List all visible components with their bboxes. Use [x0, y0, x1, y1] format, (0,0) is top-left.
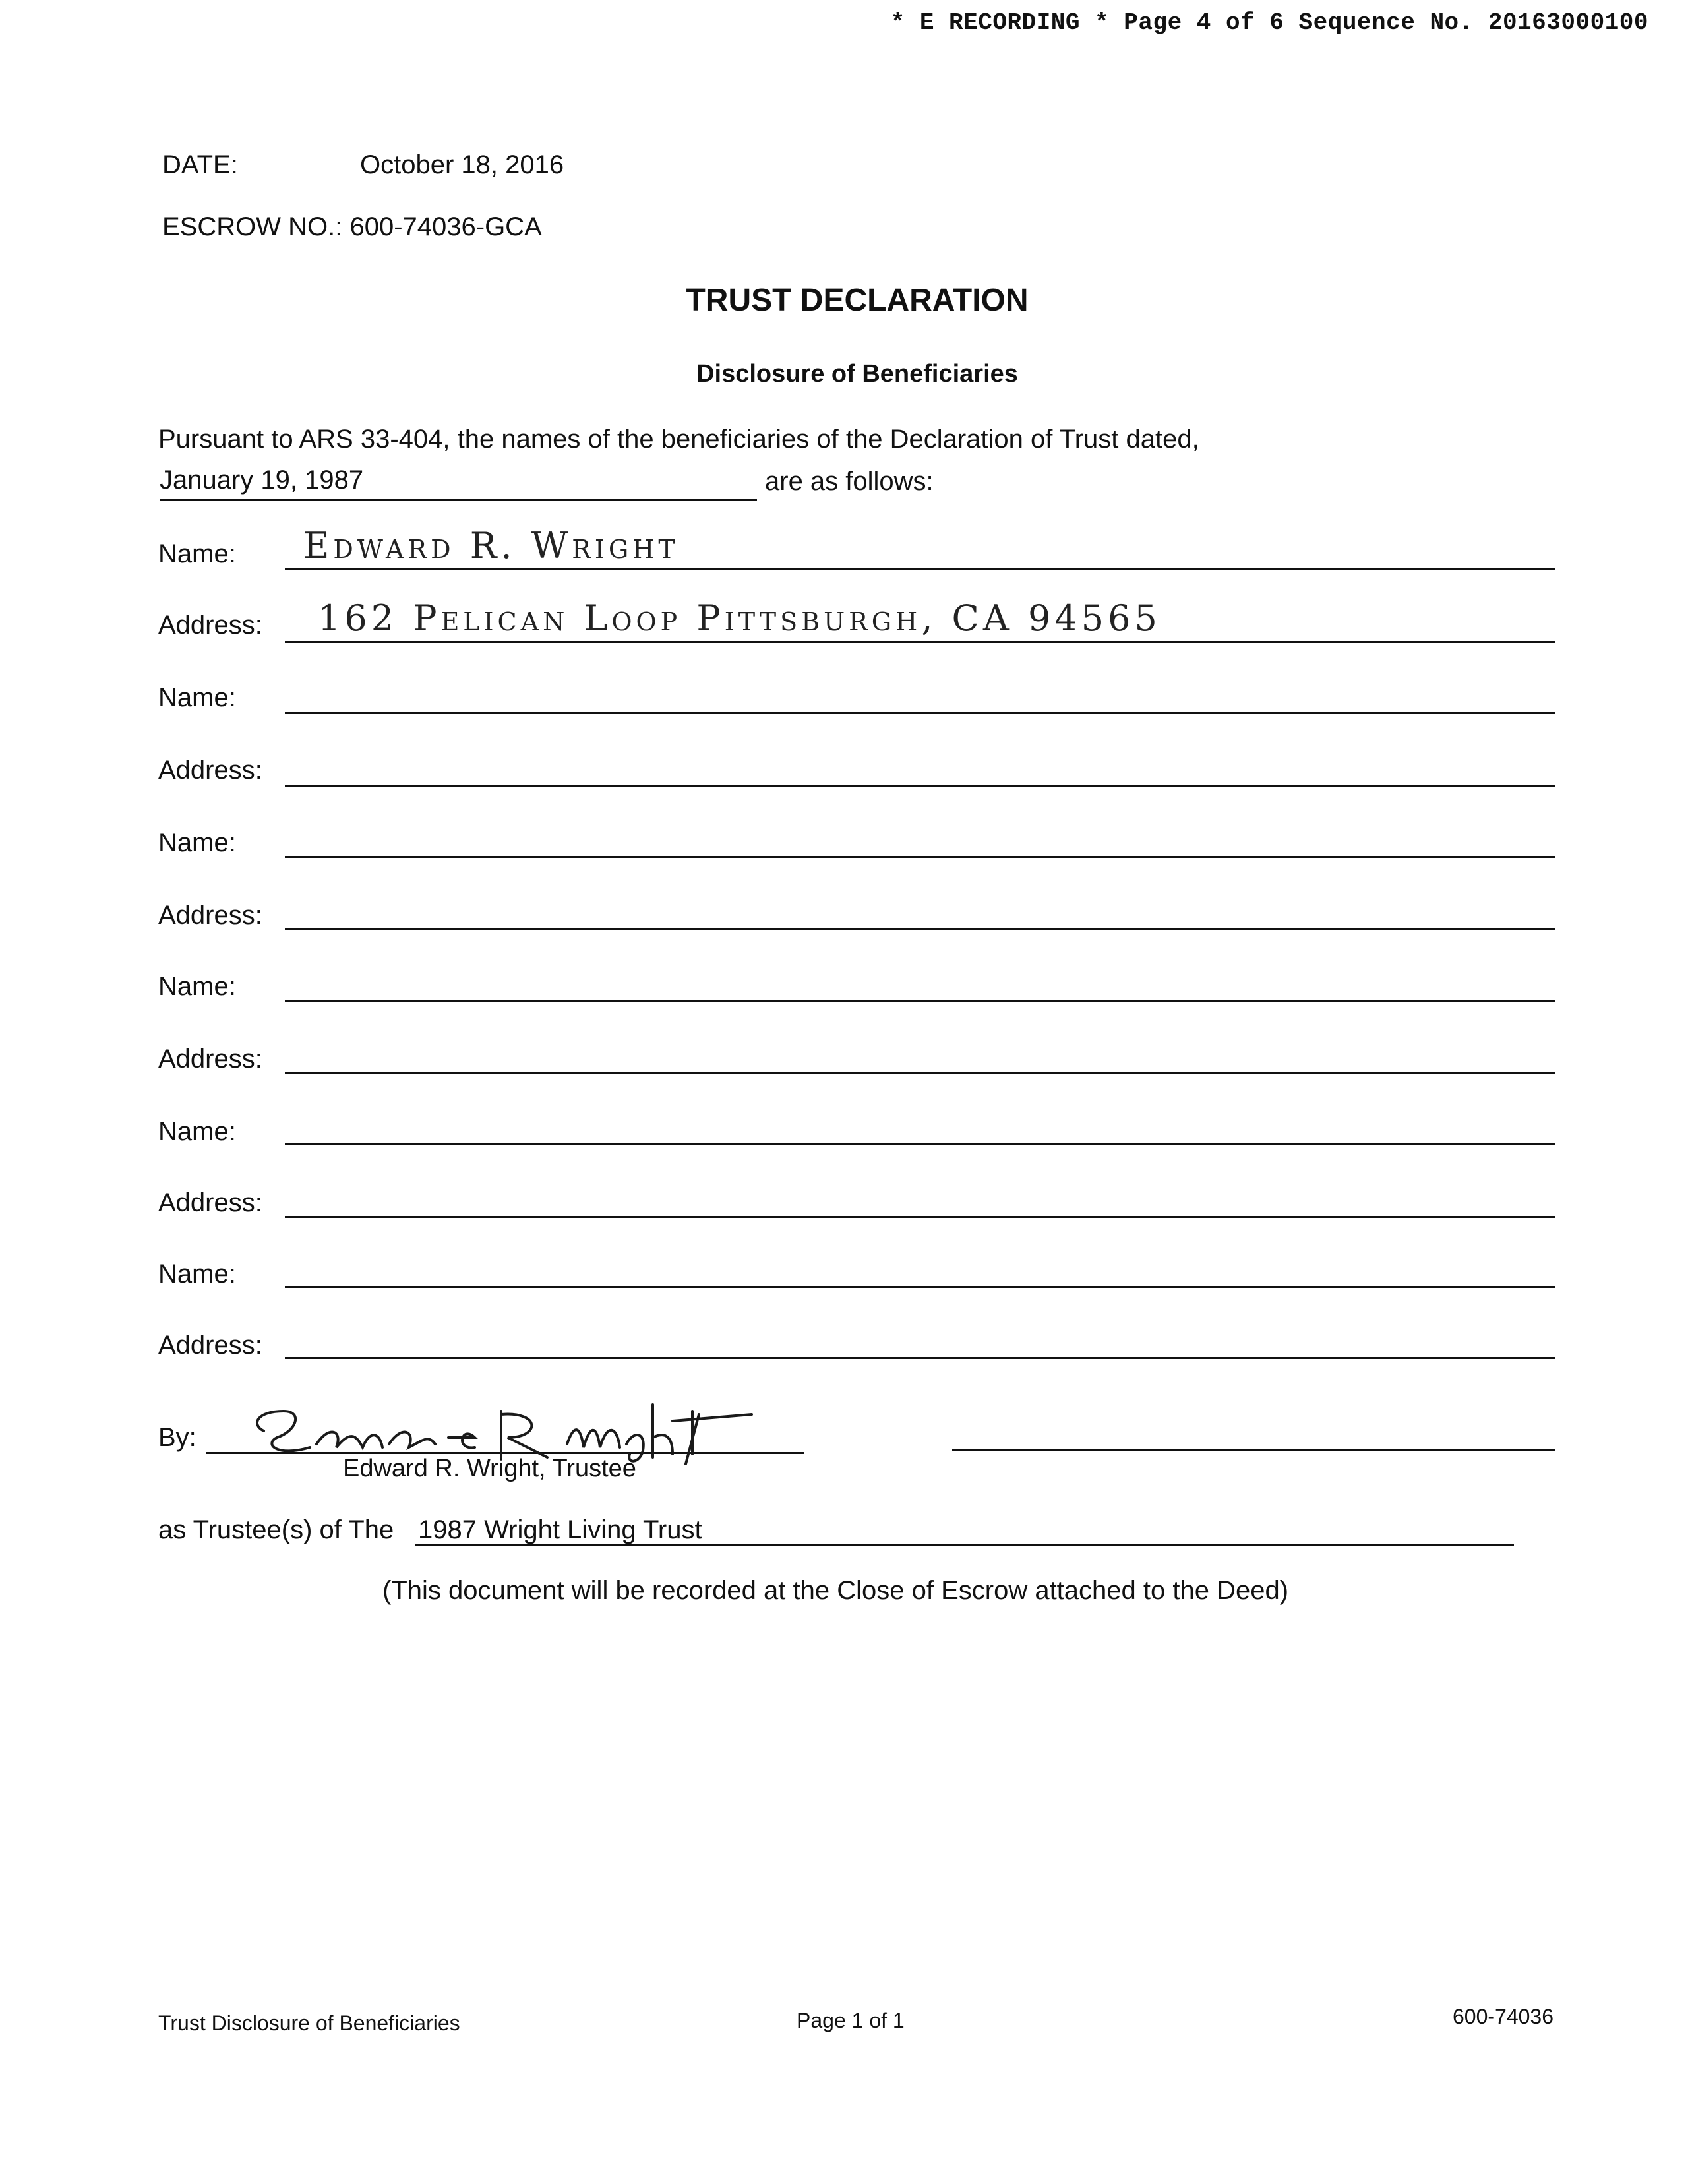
signer-caption: Edward R. Wright, Trustee [343, 1455, 636, 1482]
name-field-line[interactable] [285, 1286, 1555, 1288]
by-label: By: [158, 1423, 196, 1452]
second-signature-line[interactable] [952, 1449, 1555, 1451]
date-label: DATE: [162, 150, 238, 179]
intro-text: Pursuant to ARS 33-404, the names of the beneficiaries of the Declaration of Trust dated, [158, 425, 1199, 454]
trust-date: January 19, 1987 [160, 466, 364, 495]
footer-page-number: Page 1 of 1 [797, 2009, 905, 2032]
address-label: Address: [158, 1045, 262, 1074]
escrow-number: ESCROW NO.: 600-74036-GCA [162, 212, 542, 241]
trustee-prefix: as Trustee(s) of The [158, 1515, 394, 1544]
address-field-line[interactable] [285, 1072, 1555, 1074]
name-field-line[interactable] [285, 568, 1555, 570]
name-field-line[interactable] [285, 856, 1555, 858]
name-field-line[interactable] [285, 712, 1555, 714]
beneficiary-address-handwritten: 162 Pelican Loop Pittsburgh, CA 94565 [318, 597, 1161, 639]
name-label: Name: [158, 539, 236, 568]
beneficiary-name-handwritten: Edward R. Wright [303, 525, 679, 566]
recording-note: (This document will be recorded at the Close of Escrow attached to the Deed) [382, 1576, 1289, 1605]
recording-stamp: * E RECORDING * Page 4 of 6 Sequence No. 20163000100 [890, 9, 1648, 36]
address-label: Address: [158, 1188, 262, 1217]
name-label: Name: [158, 972, 236, 1001]
name-field-line[interactable] [285, 1000, 1555, 1002]
address-label: Address: [158, 756, 262, 785]
name-label: Name: [158, 1117, 236, 1146]
address-field-line[interactable] [285, 1357, 1555, 1359]
address-label: Address: [158, 1331, 262, 1360]
address-field-line[interactable] [285, 641, 1555, 643]
name-field-line[interactable] [285, 1143, 1555, 1145]
address-label: Address: [158, 611, 262, 640]
document-title: TRUST DECLARATION [686, 283, 1029, 318]
name-label: Name: [158, 683, 236, 712]
trust-date-underline [160, 499, 757, 501]
footer-left: Trust Disclosure of Beneficiaries [158, 2011, 460, 2035]
intro-suffix: are as follows: [765, 467, 934, 496]
address-field-line[interactable] [285, 1216, 1555, 1218]
name-label: Name: [158, 828, 236, 857]
document-subtitle: Disclosure of Beneficiaries [696, 360, 1018, 388]
address-label: Address: [158, 901, 262, 930]
address-field-line[interactable] [285, 785, 1555, 787]
trust-name: 1987 Wright Living Trust [418, 1515, 702, 1544]
name-label: Name: [158, 1259, 236, 1289]
footer-right: 600-74036 [1452, 2005, 1553, 2028]
date-value: October 18, 2016 [360, 150, 564, 179]
address-field-line[interactable] [285, 928, 1555, 930]
trust-name-line [415, 1544, 1514, 1546]
